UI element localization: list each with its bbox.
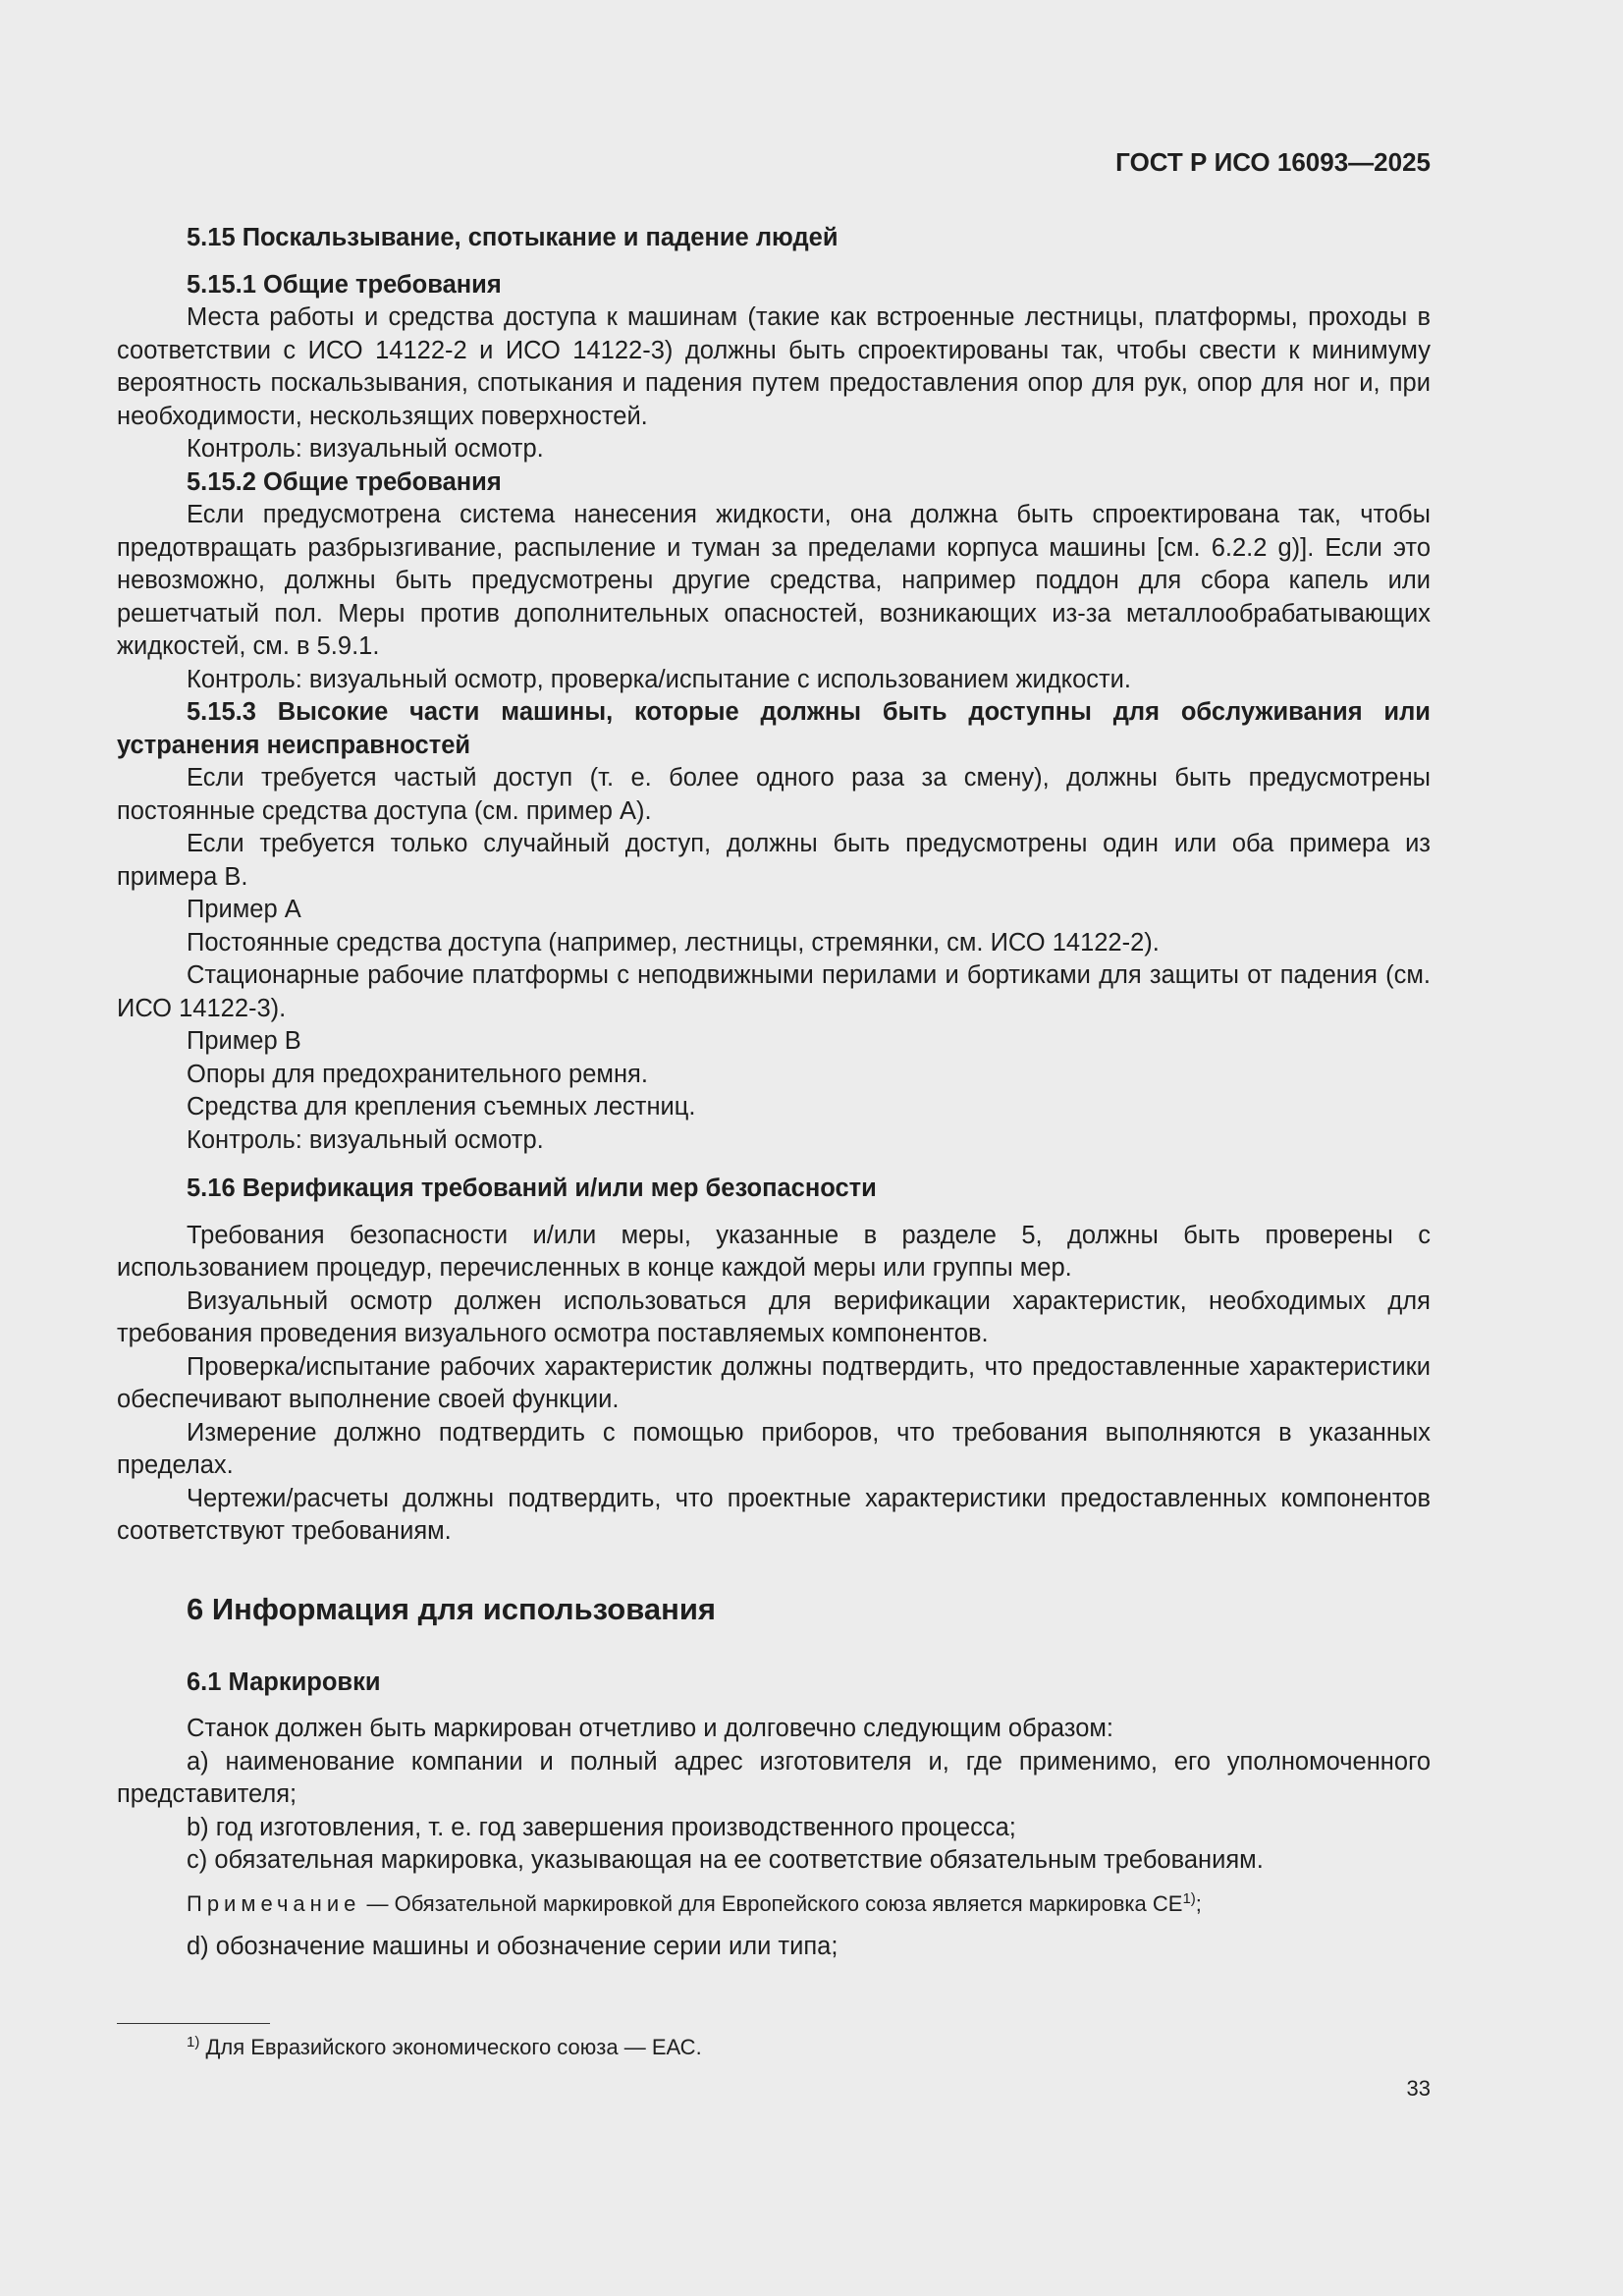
section-5-15-3-title: 5.15.3 Высокие части машины, которые должны быть доступны для обслуживания или устранения неисправностей (117, 698, 1431, 759)
paragraph: Проверка/испытание рабочих характеристик должны подтвердить, что предоставленные характеристики обеспечивают выполнение своей функции. (117, 1352, 1431, 1413)
section-5-16-title: 5.16 Верификация требований и/или мер безопасности (187, 1175, 877, 1202)
example-item: Средства для крепления съемных лестниц. (187, 1093, 696, 1121)
page-number: 33 (1406, 2076, 1431, 2101)
document-code-header: ГОСТ Р ИСО 16093—2025 (1115, 147, 1431, 177)
footnote-divider (117, 2023, 270, 2024)
paragraph: Требования безопасности и/или меры, указанные в разделе 5, должны быть проверены с использованием процедур, перечисленных в конце каждой меры или группы мер. (117, 1221, 1431, 1282)
paragraph: Если требуется только случайный доступ, должны быть предусмотрены один или оба примера из примера В. (117, 830, 1431, 891)
footnote (187, 2033, 702, 2062)
page-content (117, 222, 1431, 1963)
paragraph: Станок должен быть маркирован отчетливо и долговечно следующим образом: (187, 1715, 1113, 1742)
note (117, 1889, 1431, 1919)
control-line: Контроль: визуальный осмотр, проверка/испытание с использованием жидкости. (187, 665, 1132, 693)
list-item: a) наименование компании и полный адрес изготовителя и, где применимо, его уполномоченного представителя; (117, 1747, 1431, 1808)
paragraph: Чертежи/расчеты должны подтвердить, что проектные характеристики предоставленных компонентов соответствуют требованиям. (117, 1484, 1431, 1545)
footnote-marker: 1) (187, 2034, 200, 2050)
paragraph: Места работы и средства доступа к машинам (такие как встроенные лестницы, платформы, проходы в соответствии с ИСО 14122-2 и ИСО 14122-3) должны быть спроектированы так, чтобы свести к минимуму вероятность поскальзывания, спотыкания и падения путем предоставления опор для рук, опор для ног и, при необходимости, нескользящих поверхностей. (117, 303, 1431, 430)
note-text: Обязательной маркировкой для Европейского союза является маркировка CE (394, 1890, 1183, 1916)
example-b-label: Пример В (187, 1027, 301, 1055)
paragraph: Если требуется частый доступ (т. е. более одного раза за смену), должны быть предусмотрены постоянные средства доступа (см. пример А). (117, 764, 1431, 825)
footnote-text: Для Евразийского экономического союза — ЕАС. (199, 2035, 702, 2059)
example-item: Стационарные рабочие платформы с неподвижными перилами и бортиками для защиты от падения (см. ИСО 14122-3). (117, 961, 1431, 1022)
paragraph: Измерение должно подтвердить с помощью приборов, что требования выполняются в указанных пределах. (117, 1418, 1431, 1479)
section-5-15-title: 5.15 Поскальзывание, спотыкание и падение людей (187, 224, 839, 251)
note-dash: — (360, 1890, 395, 1916)
example-item: Постоянные средства доступа (например, лестницы, стремянки, см. ИСО 14122-2). (187, 928, 1160, 957)
control-line: Контроль: визуальный осмотр. (187, 1125, 544, 1154)
note-label: Примечание (187, 1890, 361, 1916)
section-5-15-2-title: 5.15.2 Общие требования (187, 467, 502, 496)
list-item: b) год изготовления, т. е. год завершения производственного процесса; (187, 1813, 1016, 1841)
section-5-15-1-title: 5.15.1 Общие требования (187, 270, 502, 299)
note-end: ; (1195, 1890, 1202, 1916)
paragraph: Если предусмотрена система нанесения жидкости, она должна быть спроектирована так, чтобы предотвращать разбрызгивание, распыление и туман за пределами корпуса машины [см. 6.2.2 g)]. Если это невозможно, должны быть предусмотрены другие средства, например поддон для сбора капель или решетчатый пол. Меры против дополнительных опасностей, возникающих из-за металлообрабатывающих жидкостей, см. в 5.9.1. (117, 501, 1431, 660)
list-item: c) обязательная маркировка, указывающая на ее соответствие обязательным требованиям. (187, 1846, 1264, 1874)
chapter-6-title: 6 Информация для использования (187, 1591, 716, 1626)
list-item: d) обозначение машины и обозначение серии или типа; (187, 1932, 839, 1960)
paragraph: Визуальный осмотр должен использоваться для верификации характеристик, необходимых для требования проведения визуального осмотра поставляемых компонентов. (117, 1286, 1431, 1347)
control-line: Контроль: визуальный осмотр. (187, 435, 544, 463)
footnote-reference[interactable]: 1) (1182, 1889, 1196, 1907)
example-a-label: Пример А (187, 896, 301, 923)
example-item: Опоры для предохранительного ремня. (187, 1060, 648, 1088)
section-6-1-title: 6.1 Маркировки (187, 1667, 381, 1696)
